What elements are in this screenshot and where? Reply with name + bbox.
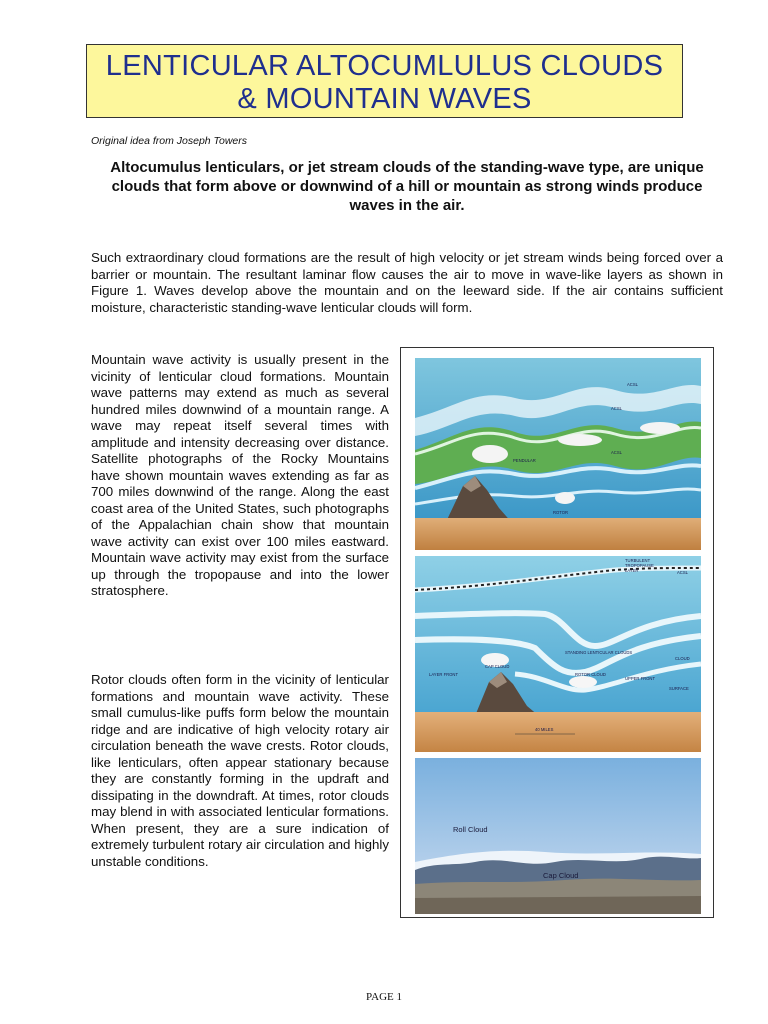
title-line-2: & MOUNTAIN WAVES — [237, 83, 532, 115]
diagram1-label-d: ACSL — [611, 450, 622, 455]
title-box — [86, 44, 683, 118]
diagram2-label-l: 40 MILES — [535, 727, 554, 732]
diagram1-label-a: ACSL — [627, 382, 638, 387]
diagram2-label-f: CLOUD — [675, 656, 690, 661]
diagram2-label-d: ACSL — [677, 570, 688, 575]
diagram2-label-c: LAYER — [625, 568, 639, 573]
diagram2-label-k: SURFACE — [669, 686, 689, 691]
diagram1-label-b: ACSL — [611, 406, 622, 411]
lead-paragraph: Altocumulus lenticulars, or jet stream clouds of the standing-wave type, are unique clouds that form above or downwind of a hill or mountain as strong winds produce waves in the air. — [110, 159, 704, 214]
diagram2-label-g: ROTOR CLOUD — [575, 672, 606, 677]
credit-line: Original idea from Joseph Towers — [91, 135, 248, 147]
diagram2-label-e: STANDING LENTICULAR CLOUDS — [565, 650, 633, 655]
body-paragraph-2: Mountain wave activity is usually present in the vicinity of lenticular cloud formations. Mountain wave patterns may extend as much as several hundred miles downwind of a mountain range. A wave may repeat itself several times with amplitude and intensity decreasing over distance. Satellite photographs of the Rocky Mountains have shown mountain waves extending as far as 700 miles downwind of the range. Along the east coast area of the United States, such photographs of the Appalachian chain show that mountain wave activity can exist over 100 miles eastward. Mountain wave activity may exist from the surface up through the tropopause and into the lower stratosphere. — [91, 352, 389, 598]
body-paragraph-1: Such extraordinary cloud formations are the result of high velocity or jet stream winds being forced over a barrier or mountain. The resultant laminar flow causes the air to move in wave-like layers as shown in Figure 1. Waves develop above the mountain and on the leeward side. If the air contains sufficient moisture, characteristic standing-wave lenticular clouds will form. — [91, 250, 723, 315]
page-number: PAGE 1 — [366, 991, 402, 1003]
diagram2-label-a: TURBULENT — [625, 558, 651, 563]
diagram2-label-b: TROPOPAUSE — [625, 563, 654, 568]
photo-label-roll-cloud: Roll Cloud — [453, 825, 488, 834]
cloud-photo — [415, 758, 701, 914]
diagram2-label-i: CAP CLOUD — [485, 664, 510, 669]
title-line-1: LENTICULAR ALTOCUMLULUS CLOUDS — [105, 50, 664, 82]
cross-section-diagram — [415, 556, 701, 752]
body-paragraph-3: Rotor clouds often form in the vicinity of lenticular formations and mountain wave activity. These small cumulus-like puffs form below the mountain ridge and are indicative of high velocity rotary air circulation beneath the wave crests. Rotor clouds, like lenticulars, often appear stationary because they are constantly forming in the updraft and dissipating in the downdraft. At times, rotor clouds may blend in with associated lenticular formations. When present, they are a sure indication of extremely turbulent rotary air circulation and highly unstable conditions. — [91, 672, 389, 869]
mountain-wave-diagram — [415, 358, 701, 550]
diagram2-label-j: UPPER FRONT — [625, 676, 656, 681]
figure-panel — [400, 347, 714, 918]
diagram1-label-e: ROTOR — [553, 510, 569, 515]
diagram1-label-c: PENDULAR — [513, 458, 536, 463]
diagram2-label-h: LAYER FRONT — [429, 672, 459, 677]
photo-label-cap-cloud: Cap Cloud — [543, 871, 579, 880]
